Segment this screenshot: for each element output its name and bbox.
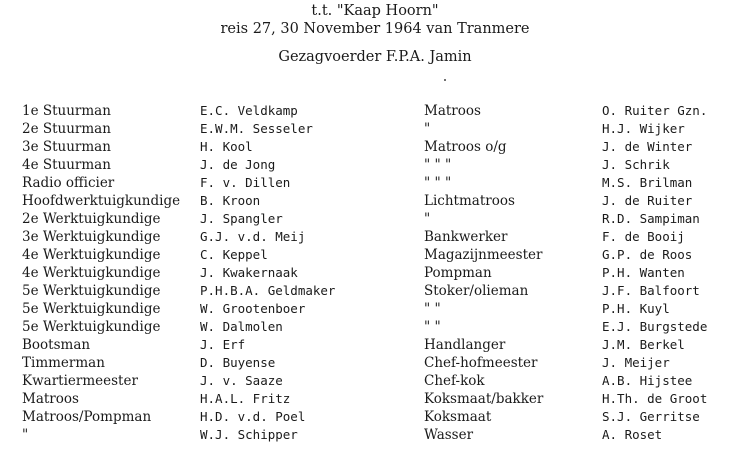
crew-rank: Bankwerker: [424, 229, 508, 245]
crew-rank: 4e Stuurman: [22, 157, 111, 173]
crew-rank: Stoker/olieman: [424, 283, 529, 299]
crew-name: A. Roset: [602, 427, 663, 442]
crew-name: J. Spangler: [200, 211, 283, 226]
crew-rank: " " ": [424, 175, 452, 191]
crew-name: H.J. Wijker: [602, 121, 685, 136]
crew-name: J.F. Balfoort: [602, 283, 700, 298]
crew-name: H.D. v.d. Poel: [200, 409, 306, 424]
crew-name: G.P. de Roos: [602, 247, 693, 262]
crew-rank: Radio officier: [22, 175, 115, 191]
crew-name: J. de Jong: [200, 157, 276, 172]
crew-rank: 5e Werktuigkundige: [22, 283, 161, 299]
crew-name: M.S. Brilman: [602, 175, 693, 190]
crew-rank: 3e Stuurman: [22, 139, 111, 155]
crew-rank: Pompman: [424, 265, 492, 281]
crew-rank: Matroos: [22, 391, 79, 407]
crew-rank: " ": [424, 301, 441, 317]
crew-rank: Wasser: [424, 427, 474, 443]
crew-rank: Timmerman: [22, 355, 105, 371]
crew-rank: " " ": [424, 157, 452, 173]
crew-name: J. de Ruiter: [602, 193, 693, 208]
crew-name: F. de Booij: [602, 229, 685, 244]
captain-line: Gezagvoerder F.P.A. Jamin: [278, 49, 472, 65]
crew-rank: Matroos: [424, 103, 481, 119]
crew-name: O. Ruiter Gzn.: [602, 103, 708, 118]
crew-name: G.J. v.d. Meij: [200, 229, 306, 244]
crew-rank: Koksmaat/bakker: [424, 391, 544, 407]
voyage-line: reis 27, 30 November 1964 van Tranmere: [220, 21, 530, 37]
crew-name: P.H.B.A. Geldmaker: [200, 283, 336, 298]
crew-rank: 1e Stuurman: [22, 103, 111, 119]
crew-name: W. Grootenboer: [200, 301, 306, 316]
crew-name: P.H. Kuyl: [602, 301, 670, 316]
crew-name: H. Kool: [200, 139, 253, 154]
crew-name: W.J. Schipper: [200, 427, 298, 442]
crew-name: F. v. Dillen: [200, 175, 291, 190]
crew-name: W. Dalmolen: [200, 319, 283, 334]
crew-rank: Hoofdwerktuigkundige: [22, 193, 181, 209]
crew-rank: Lichtmatroos: [424, 193, 515, 209]
crew-rank: ": [424, 211, 431, 227]
crew-name: R.D. Sampiman: [602, 211, 700, 226]
crew-name: E.W.M. Sesseler: [200, 121, 313, 136]
crew-name: D. Buyense: [200, 355, 276, 370]
crew-name: J. Kwakernaak: [200, 265, 298, 280]
crew-rank: Matroos o/g: [424, 139, 507, 155]
crew-name: S.J. Gerritse: [602, 409, 700, 424]
crew-rank: Magazijnmeester: [424, 247, 543, 263]
print-speck: [444, 79, 446, 81]
crew-name: J. Meijer: [602, 355, 670, 370]
crew-name: J. de Winter: [602, 139, 693, 154]
crew-rank: 5e Werktuigkundige: [22, 301, 161, 317]
crew-rank: Chef-hofmeester: [424, 355, 538, 371]
crew-name: P.H. Wanten: [602, 265, 685, 280]
crew-name: E.J. Burgstede: [602, 319, 708, 334]
crew-rank: 4e Werktuigkundige: [22, 247, 161, 263]
crew-rank: 2e Werktuigkundige: [22, 211, 161, 227]
crew-name: H.Th. de Groot: [602, 391, 708, 406]
crew-rank: ": [22, 427, 29, 443]
crew-rank: 5e Werktuigkundige: [22, 319, 161, 335]
ship-title: t.t. "Kaap Hoorn": [311, 3, 439, 19]
crew-name: J. Erf: [200, 337, 246, 352]
crew-name: J. v. Saaze: [200, 373, 283, 388]
crew-rank: ": [424, 121, 431, 137]
crew-rank: 2e Stuurman: [22, 121, 111, 137]
crew-name: E.C. Veldkamp: [200, 103, 298, 118]
crew-name: A.B. Hijstee: [602, 373, 693, 388]
crew-name: J. Schrik: [602, 157, 670, 172]
crew-name: H.A.L. Fritz: [200, 391, 291, 406]
crew-name: C. Keppel: [200, 247, 268, 262]
crew-rank: Chef-kok: [424, 373, 485, 389]
crew-rank: " ": [424, 319, 441, 335]
crew-rank: 3e Werktuigkundige: [22, 229, 161, 245]
crew-name: B. Kroon: [200, 193, 261, 208]
crew-rank: Matroos/Pompman: [22, 409, 152, 425]
crew-rank: Kwartiermeester: [22, 373, 138, 389]
crew-rank: Handlanger: [424, 337, 506, 353]
crew-rank: Koksmaat: [424, 409, 492, 425]
crew-rank: Bootsman: [22, 337, 91, 353]
crew-rank: 4e Werktuigkundige: [22, 265, 161, 281]
crew-name: J.M. Berkel: [602, 337, 685, 352]
